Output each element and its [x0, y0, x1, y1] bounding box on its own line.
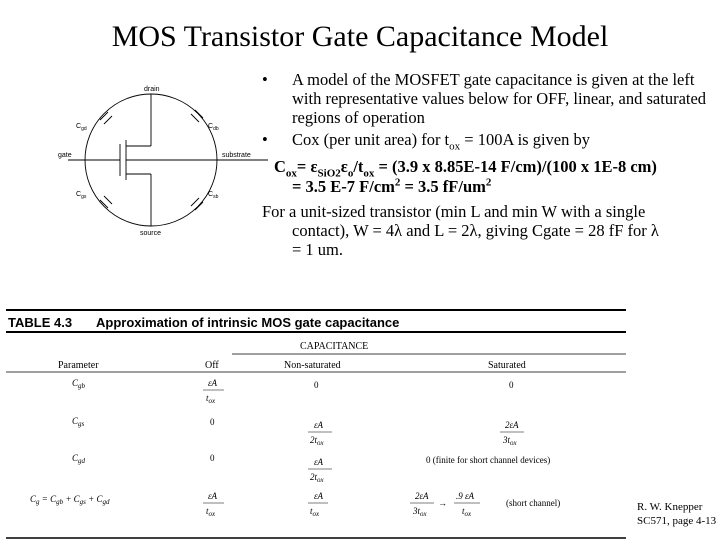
table-row	[72, 453, 550, 484]
capacitance-table	[0, 298, 720, 540]
svg-text:tox: $t_{ox}$	[206, 506, 216, 518]
table-row	[72, 378, 514, 405]
svg-text:εA: εA	[208, 378, 218, 388]
svg-text:tox: $t_{ox}$	[206, 393, 216, 405]
gate-label: gate	[58, 152, 72, 159]
svg-text:εA: εA	[314, 420, 324, 430]
header-parameter: Parameter	[58, 360, 99, 371]
svg-text:tox: $t_{ox}$	[310, 506, 320, 518]
table-row	[30, 491, 560, 518]
bullet-list	[262, 70, 714, 259]
bullet-text: Cox (per unit area) for $t_{ox} = 100A$ is given by	[292, 130, 591, 153]
svg-text:Cgb: $C_{gb}$	[72, 378, 86, 390]
drain-label: drain	[144, 86, 160, 93]
svg-text:(short channel): (short channel)	[506, 498, 561, 508]
bullet-item	[262, 70, 714, 127]
header-off: Off	[205, 360, 219, 371]
capacitance-group-header: CAPACITANCE	[300, 341, 369, 352]
svg-text:0: 0	[210, 453, 215, 463]
svg-text:tox: $t_{ox}$	[462, 506, 472, 518]
svg-text:2tox: $2t_{ox}$	[310, 435, 324, 447]
cgd-label: $C_{gd}$	[76, 123, 87, 132]
svg-text:Cgs: $C_{gs}$	[72, 416, 85, 428]
bullet-text: A model of the MOSFET gate capacitance is given at the left with representative values below for OFF, linear, and saturated regions of operation	[292, 70, 707, 127]
svg-text:Cg = Cgb + Cgs + Cgd: $C_g = C_{gb} + C_{gs} + C_{gd}$	[30, 494, 110, 506]
svg-text:.9 εA: .9 εA	[456, 491, 475, 501]
table-title: Approximation of intrinsic MOS gate capacitance	[96, 315, 400, 330]
bullet-marker: •	[262, 70, 268, 89]
svg-text:→: →	[438, 498, 447, 508]
cgs-label: $C_{gs}$	[76, 191, 87, 200]
svg-text:0 (finite for short channel de: 0 (finite for short channel devices)	[426, 455, 551, 465]
svg-text:εA: εA	[314, 457, 324, 467]
svg-text:0: 0	[509, 380, 514, 390]
svg-text:0: 0	[314, 380, 319, 390]
header-saturated: Saturated	[488, 360, 526, 371]
author-credit: R. W. Knepper SC571, page 4-13	[637, 501, 717, 527]
gate-capacitance-diagram	[58, 80, 278, 300]
header-nonsaturated: Non-saturated	[284, 360, 341, 371]
source-label: source	[140, 230, 162, 237]
cdb-label: $C_{db}$	[208, 123, 219, 132]
svg-text:3tox: $3t_{ox}$	[503, 435, 517, 447]
svg-text:εA: εA	[314, 491, 324, 501]
svg-text:Cgd: $C_{gd}$	[72, 453, 86, 465]
bullet-item	[262, 130, 714, 153]
substrate-label: substrate	[222, 152, 251, 159]
table-row	[72, 416, 524, 447]
svg-text:2εA: 2εA	[415, 491, 429, 501]
svg-text:3tox: $3t_{ox}$	[413, 506, 427, 518]
svg-text:0: 0	[210, 417, 215, 427]
unit-transistor-paragraph: For a unit-sized transistor (min L and min W with a single contact), W = 4λ and L = 2λ, giving Cgate = 28 fF for λ = 1 um.	[262, 202, 659, 259]
svg-text:εA: εA	[208, 491, 218, 501]
csb-label: $C_{sb}$	[208, 191, 219, 200]
cox-formula: $C_{ox}= \varepsilon_{SiO2}\varepsilon_o/t_{ox} = (3.9$ x 8.85E-14 F/cm)/(100 x 1E-8 cm) = 3.5 E-7 $F/cm^2 = 3.5$ $fF/um^2$	[274, 157, 657, 196]
svg-text:2tox: $2t_{ox}$	[310, 472, 324, 484]
table-label: TABLE 4.3	[8, 315, 73, 330]
svg-text:2εA: 2εA	[505, 420, 519, 430]
bullet-marker: •	[262, 130, 268, 149]
slide-title: MOS Transistor Gate Capacitance Model	[111, 20, 609, 53]
